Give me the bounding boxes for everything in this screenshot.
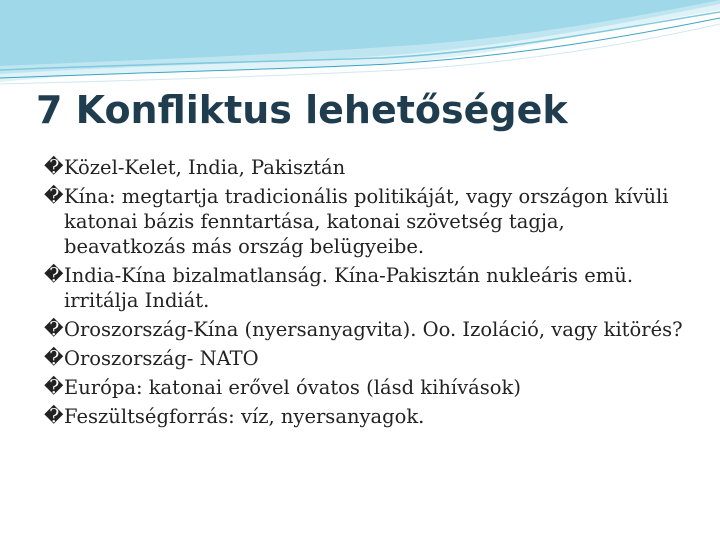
- bullet-glyph-icon: �: [44, 156, 64, 178]
- list-item: [44, 263, 684, 313]
- bullet-glyph-icon: �: [44, 405, 64, 427]
- bullet-text: Oroszország- NATO: [64, 347, 259, 370]
- list-item: [44, 155, 684, 180]
- bullet-glyph-icon: �: [44, 347, 64, 369]
- list-item: [44, 184, 684, 259]
- bullet-text: Kína: megtartja tradicionális politikáját, vagy országon kívüli katonai bázis fenntartása, katonai szövetség tagja, beavatkozás más ország belügyeibe.: [64, 185, 669, 258]
- list-item: [44, 404, 684, 429]
- bullet-list: [44, 155, 684, 433]
- list-item: [44, 317, 684, 342]
- bullet-text: Feszültségforrás: víz, nyersanyagok.: [64, 405, 425, 428]
- bullet-glyph-icon: �: [44, 185, 64, 207]
- slide-title: 7 Konfliktus lehetőségek: [36, 88, 568, 132]
- bullet-glyph-icon: �: [44, 318, 64, 340]
- bullet-text: Európa: katonai erővel óvatos (lásd kihívások): [64, 376, 521, 399]
- bullet-glyph-icon: �: [44, 264, 64, 286]
- decorative-wave-header: [0, 0, 720, 95]
- bullet-text: Közel-Kelet, India, Pakisztán: [64, 156, 346, 179]
- list-item: [44, 375, 684, 400]
- list-item: [44, 346, 684, 371]
- bullet-glyph-icon: �: [44, 376, 64, 398]
- bullet-text: India-Kína bizalmatlanság. Kína-Pakisztán nukleáris emü. irritálja Indiát.: [64, 264, 634, 312]
- bullet-text: Oroszország-Kína (nyersanyagvita). Oo. Izoláció, vagy kitörés?: [64, 318, 683, 341]
